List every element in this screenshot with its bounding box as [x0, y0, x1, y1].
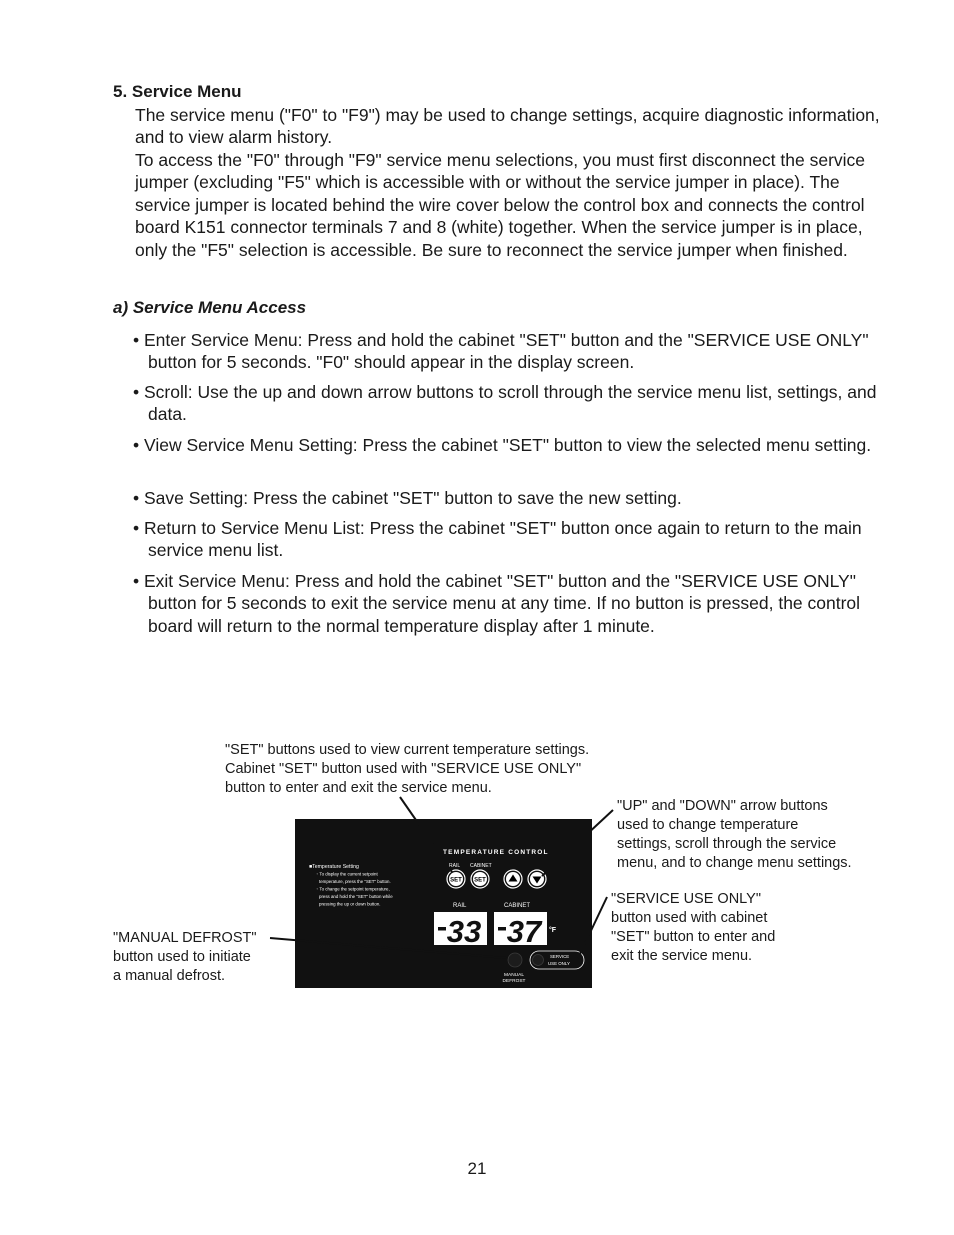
- panel-title: TEMPERATURE CONTROL: [443, 849, 549, 856]
- panel-note-line: pressing the up or down button.: [319, 901, 381, 907]
- svg-text:37: 37: [506, 914, 542, 949]
- panel-note-heading: ■Temperature Setting: [309, 864, 359, 870]
- bullet-save: • Save Setting: Press the cabinet "SET" button to save the new setting.: [133, 488, 682, 508]
- callout-arrow-buttons: "UP" and "DOWN" arrow buttons used to change temperature settings, scroll through the service menu, and to change menu settings.: [617, 798, 852, 871]
- section-heading: 5. Service Menu: [113, 82, 242, 101]
- leader-line-service: [578, 897, 607, 958]
- cabinet-label: CABINET: [504, 903, 531, 909]
- callout-set-buttons: "SET" buttons used to view current temperature settings. Cabinet "SET" button used with "SERVICE USE ONLY" button to enter and exit the service menu.: [225, 742, 590, 796]
- page-number: 21: [467, 1159, 487, 1178]
- panel-note-line: temperature, press the "SET" button.: [319, 879, 391, 884]
- section-paragraph-1: The service menu ("F0" to "F9") may be used to change settings, acquire diagnostic information, and to view alarm history.: [135, 105, 880, 148]
- rail-small-label: RAIL: [449, 863, 461, 869]
- manual-defrost-label: MANUAL: [504, 973, 524, 978]
- svg-text:SET: SET: [450, 877, 462, 884]
- rail-label: RAIL: [453, 903, 467, 909]
- manual-defrost-label: DEFROST: [502, 979, 526, 984]
- svg-text:33: 33: [446, 914, 482, 949]
- section-paragraph-2: To access the "F0" through "F9" service menu selections, you must first disconnect the service jumper (excluding "F5" which is accessible with or without the service jumper in place). The service jumper is located behind the wire cover below the control box and connects the control board K151 connector terminals 7 and 8 (white) together. When the service jumper is in place, only the "F5" selection is accessible. Be sure to reconnect the service jumper when finished.: [135, 150, 866, 260]
- cabinet-small-label: CABINET: [470, 863, 492, 869]
- leader-line-defrost: [270, 938, 506, 958]
- bullet-view: • View Service Menu Setting: Press the cabinet "SET" button to view the selected menu setting.: [133, 435, 872, 455]
- panel-note-line: press and hold the "SET" button while: [319, 894, 393, 899]
- leader-line-set: [400, 797, 452, 872]
- callout-manual-defrost: "MANUAL DEFROST" button used to initiate a manual defrost.: [113, 930, 257, 984]
- bullet-enter: • Enter Service Menu: Press and hold the cabinet "SET" button and the "SERVICE USE ONLY" button for 5 seconds. "F0" should appear in the display screen.: [133, 330, 869, 373]
- callout-service-button: "SERVICE USE ONLY" button used with cabinet "SET" button to enter and exit the service menu.: [611, 891, 776, 964]
- leader-line-arrows: [542, 810, 613, 876]
- svg-text:SERVICE: SERVICE: [550, 954, 570, 959]
- svg-text:SET: SET: [474, 877, 486, 884]
- svg-text:USE ONLY: USE ONLY: [548, 961, 570, 966]
- unit-label: °F: [549, 927, 557, 934]
- bullet-return: • Return to Service Menu List: Press the cabinet "SET" button once again to return to the main service menu list.: [133, 518, 862, 561]
- subsection-heading: a) Service Menu Access: [113, 298, 307, 317]
- bullet-scroll: • Scroll: Use the up and down arrow buttons to scroll through the service menu list, settings, and data.: [133, 382, 877, 425]
- panel-note-line: ・To change the setpoint temperature,: [315, 886, 390, 892]
- bullet-exit: • Exit Service Menu: Press and hold the cabinet "SET" button and the "SERVICE USE ONLY" button for 5 seconds to exit the service menu at any time. If no button is pressed, the control board will return to the normal temperature display after 1 minute.: [133, 571, 861, 636]
- panel-note-line: ・To display the current setpoint: [315, 871, 378, 877]
